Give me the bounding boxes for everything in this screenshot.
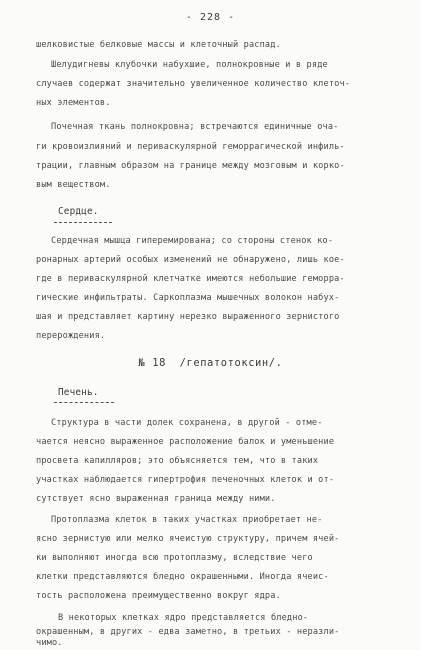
section-heading-heart: Сердце. [58, 206, 99, 217]
text-line: просвета капилляров; это объясняется тем, что в таких [36, 456, 319, 466]
text-line: Шелудигневы клубочки набухшие, полнокровные и в ряде [51, 60, 328, 70]
text-line: окрашенным, в других - едва заметно, в третьих - неразли- [36, 627, 340, 637]
text-line: чимо. [36, 638, 63, 648]
text-line: ронарных артерий особых изменений не обнаружено, лишь кое- [36, 255, 345, 265]
text-line: перерождения. [36, 331, 106, 341]
text-line: Структура в части долек сохранена, в другой - отме- [51, 418, 323, 428]
text-line: ги кровоизлияний и периваскулярной геморрагической инфиль- [36, 142, 345, 152]
text-line: гические инфильтраты. Саркоплазма мышечных волокон набух- [36, 293, 340, 303]
text-line: ных элементов. [36, 98, 111, 108]
text-line: сутствует ясно выраженная граница между ними. [36, 494, 276, 504]
text-line: Сердечная мышца гиперемирована; со стороны стенок ко- [51, 236, 334, 246]
text-line: случаев содержат значительно увеличенное количество клеточ- [36, 79, 351, 89]
page-number: - 228 - [185, 12, 236, 23]
text-line: ки выполняют иногда всю протоплазму, вследствие чего [36, 553, 313, 563]
text-line: Почечная ткань полнокровна; встречаются единичные оча- [51, 122, 339, 132]
text-line: тость расположена преимущественно вокруг ядра. [36, 591, 281, 601]
text-line: вым веществом. [36, 180, 111, 190]
section-heading-liver: Печень. [58, 387, 99, 398]
heading-underline [54, 402, 114, 403]
text-line: шая и представляет картину нерезко выраженного зернистого [36, 312, 340, 322]
case-title: № 18 /гепатотоксин/. [138, 357, 283, 369]
text-line: чается неясно выраженное расположение балок и уменьшение [36, 437, 335, 447]
text-line: участках наблюдается гипертрофия печеночных клеток и от- [36, 475, 335, 485]
text-line: Протоплазма клеток в таких участках приобретает не- [51, 515, 323, 525]
text-line: ясно зернистую или мелко ячеистую структуру, причем ячей- [36, 534, 340, 544]
text-line: трации, главным образом на границе между мозговым и корко- [36, 161, 345, 171]
text-line: клетки представляются бледно окрашенными. Иногда ячеис- [36, 572, 329, 582]
text-line: шелковистые белковые массы и клеточный распад. [36, 40, 281, 50]
text-line: где в периваскулярной клетчатке имеются небольшие геморра- [36, 274, 345, 284]
heading-underline [54, 222, 112, 223]
text-line: В некоторых клетках ядро представляется бледно- [58, 613, 309, 623]
